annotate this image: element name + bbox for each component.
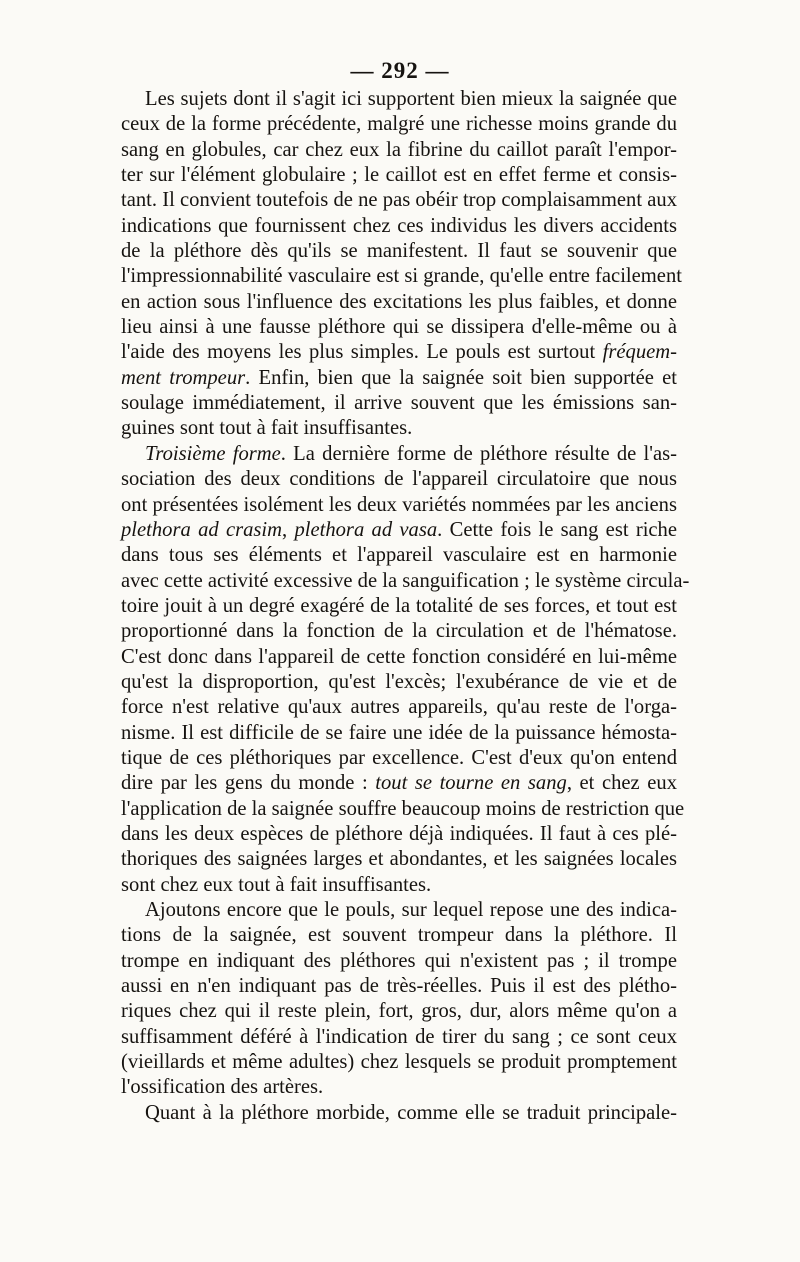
text-line (121, 670, 677, 695)
text-run: soulage immédiatement, il arrive souvent que les émissions san- (121, 392, 677, 415)
text-line (121, 1050, 677, 1075)
text-line (121, 239, 677, 264)
text-line (121, 442, 677, 467)
text-line (121, 923, 677, 948)
text-run: l'impressionnabilité vasculaire est si grande, qu'elle entre facilement (121, 265, 682, 288)
text-line (121, 543, 677, 568)
text-run: toire jouit à un degré exagéré de la totalité de ses forces, et tout est (121, 594, 677, 617)
text-line (121, 847, 677, 872)
body-text (121, 87, 690, 1126)
text-run: proportionné dans la fonction de la circulation et de l'hématose. (121, 620, 677, 643)
text-run: dans les deux espèces de pléthore déjà indiquées. Il faut à ces plé- (121, 822, 677, 845)
text-run: Quant à la pléthore morbide, comme elle se traduit principale- (145, 1101, 677, 1124)
text-run: guines sont tout à fait insuffisantes. (121, 417, 413, 440)
text-run: de la pléthore dès qu'ils se manifestent. Il faut se souvenir que (121, 240, 677, 263)
text-line (121, 214, 677, 239)
text-run: tions de la saignée, est souvent trompeur dans la pléthore. Il (121, 924, 677, 947)
text-run: ter sur l'élément globulaire ; le caillot est en effet ferme et consis- (121, 164, 677, 187)
text-run: thoriques des saignées larges et abondantes, et les saignées locales (121, 848, 677, 871)
text-run: ceux de la forme précédente, malgré une richesse moins grande du (121, 113, 677, 136)
text-line (121, 493, 677, 518)
text-run: ont présentées isolément les deux variétés nommées par les anciens (121, 493, 677, 516)
text-line (121, 695, 677, 720)
italic-text: plethora ad vasa (294, 518, 438, 541)
text-run: Les sujets dont il s'agit ici supportent bien mieux la saignée que (145, 88, 677, 110)
text-line (121, 1075, 677, 1100)
text-line (121, 746, 677, 771)
text-line (121, 619, 677, 644)
text-run: suffisamment déféré à l'indication de tirer du sang ; ce sont ceux (121, 1025, 677, 1048)
text-run: C'est donc dans l'appareil de cette fonction considéré en lui-même (121, 645, 677, 668)
text-line (121, 87, 677, 112)
text-line (121, 138, 677, 163)
text-run: trompe en indiquant des pléthores qui n'existent pas ; il trompe (121, 949, 677, 972)
text-run: . Enfin, bien que la saignée soit bien supportée et (245, 366, 677, 389)
text-run: qu'est la disproportion, qu'est l'excès; l'exubérance de vie et de (121, 670, 677, 693)
text-run: avec cette activité excessive de la sanguification ; le système circula- (121, 569, 690, 592)
italic-text: tout se tourne en sang (375, 772, 567, 795)
italic-text: Troisième forme (145, 442, 281, 465)
text-line (121, 264, 682, 289)
text-line (121, 873, 677, 898)
text-line (121, 974, 677, 999)
text-run: . Cette fois le sang est riche (437, 518, 677, 541)
text-run: aussi en n'en indiquant pas de très-réelles. Puis il est des plétho- (121, 975, 677, 998)
text-line (121, 391, 677, 416)
text-run: (vieillards et même adultes) chez lesquels se produit promptement (121, 1051, 677, 1074)
text-run: l'ossification des artères. (121, 1076, 324, 1099)
text-line (121, 822, 677, 847)
text-line (121, 340, 677, 365)
text-line (121, 163, 677, 188)
text-run: l'application de la saignée souffre beaucoup moins de restriction que (121, 797, 685, 820)
page-number: — 292 — (350, 58, 450, 83)
text-line (121, 467, 677, 492)
italic-text: fréquem- (602, 341, 677, 364)
text-line (121, 188, 677, 213)
text-run: , et chez eux (566, 772, 677, 795)
text-run: dans tous ses éléments et l'appareil vasculaire est en harmonie (121, 544, 677, 567)
text-line (121, 416, 677, 441)
text-line (121, 366, 677, 391)
text-run: sang en globules, car chez eux la fibrine du caillot paraît l'empor- (121, 138, 677, 161)
text-line (121, 949, 677, 974)
text-line (121, 315, 677, 340)
text-line (121, 112, 677, 137)
text-run: l'aide des moyens les plus simples. Le pouls est surtout (121, 341, 603, 364)
text-line (121, 569, 690, 594)
text-run: indications que fournissent chez ces individus les divers accidents (121, 214, 677, 237)
text-line (121, 518, 677, 543)
text-run: en action sous l'influence des excitations les plus faibles, et donne (121, 290, 677, 313)
text-line (121, 645, 677, 670)
text-run: . La dernière forme de pléthore résulte de l'as- (280, 442, 677, 465)
text-run: lieu ainsi à une fausse pléthore qui se dissipera d'elle-même ou à (121, 316, 677, 339)
text-run: , (282, 518, 295, 541)
text-line (121, 771, 677, 796)
text-run: dire par les gens du monde : (121, 772, 376, 795)
text-line (121, 1025, 677, 1050)
italic-text: ment trompeur (121, 366, 246, 389)
text-line (121, 898, 677, 923)
text-line (121, 1101, 677, 1126)
text-line (121, 999, 677, 1024)
text-run: riques chez qui il reste plein, fort, gros, dur, alors même qu'on a (121, 1000, 677, 1023)
text-line (121, 721, 677, 746)
text-run: sont chez eux tout à fait insuffisantes. (121, 873, 432, 896)
text-line (121, 290, 677, 315)
italic-text: plethora ad crasim (121, 518, 283, 541)
text-run: force n'est relative qu'aux autres appareils, qu'au reste de l'orga- (121, 696, 677, 719)
text-run: nisme. Il est difficile de se faire une idée de la puissance hémosta- (121, 721, 677, 744)
text-run: tant. Il convient toutefois de ne pas obéir trop complaisamment aux (121, 189, 677, 212)
text-run: sociation des deux conditions de l'appareil circulatoire que nous (121, 468, 677, 491)
text-run: tique de ces pléthoriques par excellence. C'est d'eux qu'on entend (121, 746, 677, 769)
text-run: Ajoutons encore que le pouls, sur lequel repose une des indica- (145, 899, 677, 921)
text-line (121, 797, 685, 822)
text-line (121, 594, 677, 619)
